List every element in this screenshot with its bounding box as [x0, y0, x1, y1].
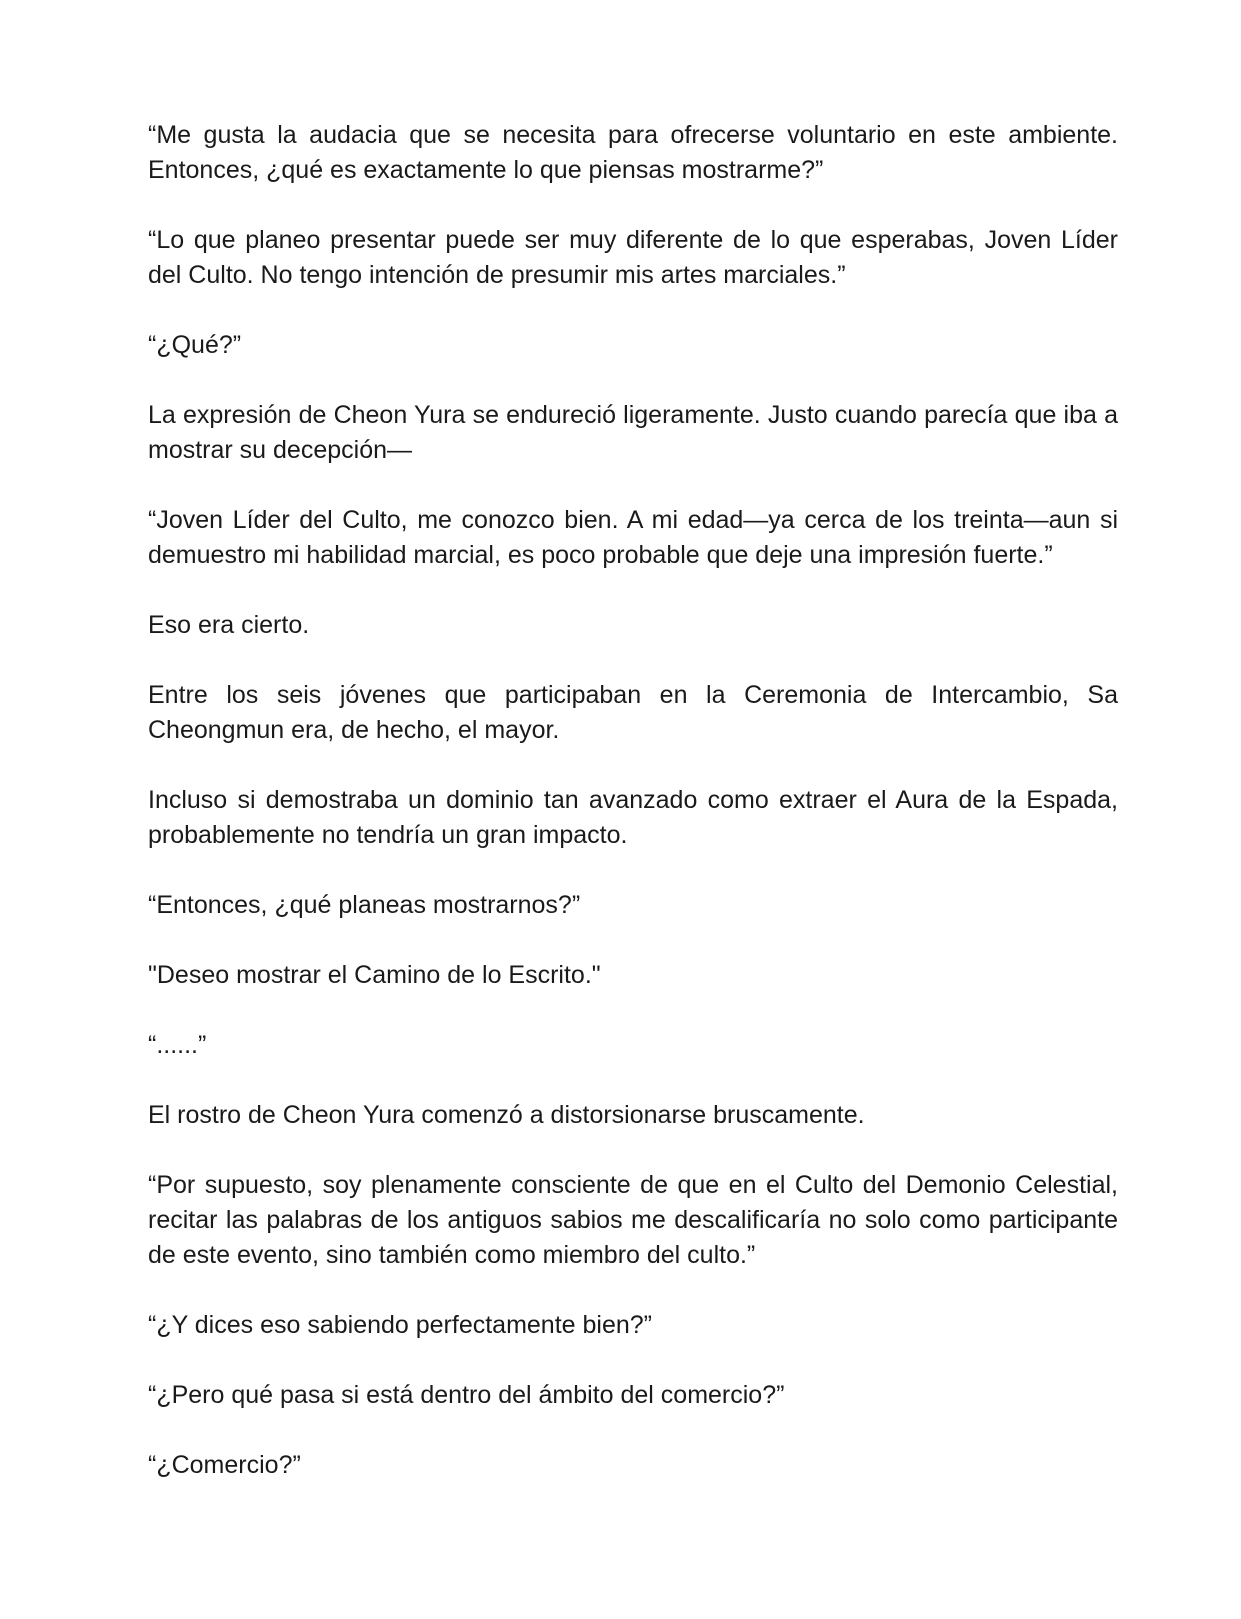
- paragraph-13: “Por supuesto, soy plenamente consciente de que en el Culto del Demonio Celestial, recitar las palabras de los antiguos sabios me descalificaría no solo como participante de este evento, sino también como miembro del culto.”: [148, 1171, 1118, 1269]
- paragraph-15: “¿Pero qué pasa si está dentro del ámbito del comercio?”: [148, 1381, 785, 1409]
- paragraph-11: “......”: [148, 1031, 207, 1059]
- paragraph-10: "Deseo mostrar el Camino de lo Escrito.": [148, 961, 601, 989]
- paragraph-1: “Me gusta la audacia que se necesita para ofrecerse voluntario en este ambiente. Entonces, ¿qué es exactamente lo que piensas mostrarme?”: [148, 121, 1118, 184]
- paragraph-2: “Lo que planeo presentar puede ser muy diferente de lo que esperabas, Joven Líder del Culto. No tengo intención de presumir mis artes marciales.”: [148, 226, 1118, 289]
- paragraph-8: Incluso si demostraba un dominio tan avanzado como extraer el Aura de la Espada, probablemente no tendría un gran impacto.: [148, 786, 1118, 849]
- paragraph-6: Eso era cierto.: [148, 611, 310, 639]
- paragraph-16: “¿Comercio?”: [148, 1451, 301, 1479]
- paragraph-4: La expresión de Cheon Yura se endureció ligeramente. Justo cuando parecía que iba a mostrar su decepción—: [148, 401, 1118, 464]
- paragraph-3: “¿Qué?”: [148, 331, 242, 359]
- paragraph-12: El rostro de Cheon Yura comenzó a distorsionarse bruscamente.: [148, 1101, 865, 1129]
- document-body: [148, 118, 1118, 1518]
- paragraph-7: Entre los seis jóvenes que participaban en la Ceremonia de Intercambio, Sa Cheongmun era, de hecho, el mayor.: [148, 681, 1118, 744]
- paragraph-5: “Joven Líder del Culto, me conozco bien. A mi edad—ya cerca de los treinta—aun si demuestro mi habilidad marcial, es poco probable que deje una impresión fuerte.”: [148, 506, 1118, 569]
- paragraph-14: “¿Y dices eso sabiendo perfectamente bien?”: [148, 1311, 653, 1339]
- paragraph-9: “Entonces, ¿qué planeas mostrarnos?”: [148, 891, 581, 919]
